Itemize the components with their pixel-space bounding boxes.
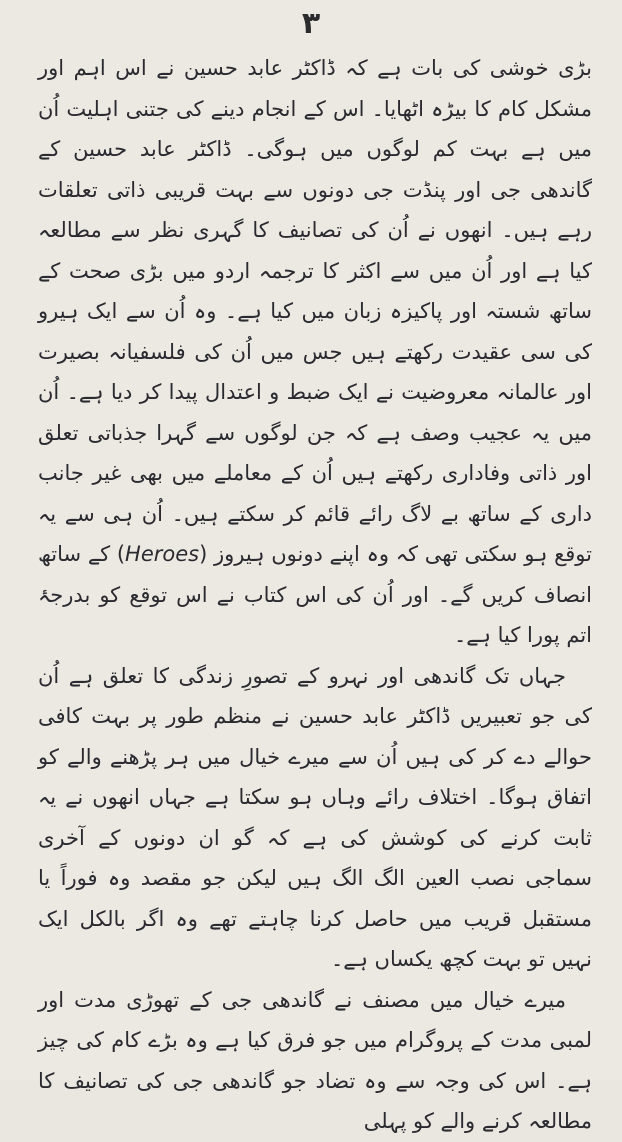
page-body (38, 48, 592, 1142)
english-word-heroes: Heroes (125, 542, 200, 566)
paragraph-3: میرے خیال میں مصنف نے گاندھی جی کے تھوڑی مدت اور لمبی مدت کے پروگرام میں جو فرق کیا ہے وہ بڑے کام کی چیز ہے۔ اس کی وجہ سے وہ تضاد جو گاندھی جی کی تصانیف کا مطالعہ کرنے والے کو پہلی (38, 987, 592, 1133)
paragraph-1-text: بڑی خوشی کی بات ہے کہ ڈاکٹر عابد حسین نے اس اہم اور مشکل کام کا بیڑہ اٹھایا۔ اس کے انجام دینے کی جتنی اہلیت اُن میں ہے بہت کم لوگوں میں ہوگی۔ ڈاکٹر عابد حسین کے گاندھی جی اور پنڈت جی دونوں سے بہت قریبی ذاتی تعلقات رہے ہیں۔ انھوں نے اُن کی تصانیف کا گہری نظر سے مطالعہ کیا ہے اور اُن میں سے اکثر کا ترجمہ اردو میں بڑی صحت کے ساتھ شستہ اور پاکیزہ زبان میں کیا ہے۔ وہ اُن سے ایک ہیرو کی سی عقیدت رکھتے ہیں جس میں اُن کی فلسفیانہ بصیرت اور عالمانہ معروضیت نے ایک ضبط و اعتدال پیدا کر دیا ہے۔ اُن میں یہ عجیب وصف ہے کہ جن لوگوں سے گہرا جذباتی تعلق اور ذاتی وفاداری رکھتے ہیں اُن کے معاملے میں بھی غیر جانب داری کے ساتھ بے لاگ رائے قائم کر سکتے ہیں۔ اُن ہی سے یہ توقع ہو سکتی تھی کہ وہ اپنے دونوں ہیروز ( (38, 56, 592, 566)
paragraph-2: جہاں تک گاندھی اور نہرو کے تصورِ زندگی کا تعلق ہے اُن کی جو تعبیریں ڈاکٹر عابد حسین نے منظم طور پر بہت کافی حوالے دے کر کی ہیں اُن سے میرے خیال میں ہر پڑھنے والے کو اتفاق ہوگا۔ اختلاف رائے وہاں ہو سکتا ہے جہاں انھوں نے یہ ثابت کرنے کی کوشش کی ہے کہ گو ان دونوں کے آخری سماجی نصب العین الگ الگ ہیں لیکن جو مقصد وہ فوراً یا مستقبل قریب میں حاصل کرنا چاہتے تھے وہ اگر بالکل ایک نہیں تو بہت کچھ یکساں ہے۔ (38, 663, 592, 971)
page-number: ۳ (301, 6, 321, 41)
paragraph-1 (38, 48, 592, 656)
paragraph-1-tail: ) کے ساتھ انصاف کریں گے۔ اور اُن کی اس کتاب نے اس توقع کو بدرجۂ اتم پورا کیا ہے۔ (38, 542, 592, 647)
